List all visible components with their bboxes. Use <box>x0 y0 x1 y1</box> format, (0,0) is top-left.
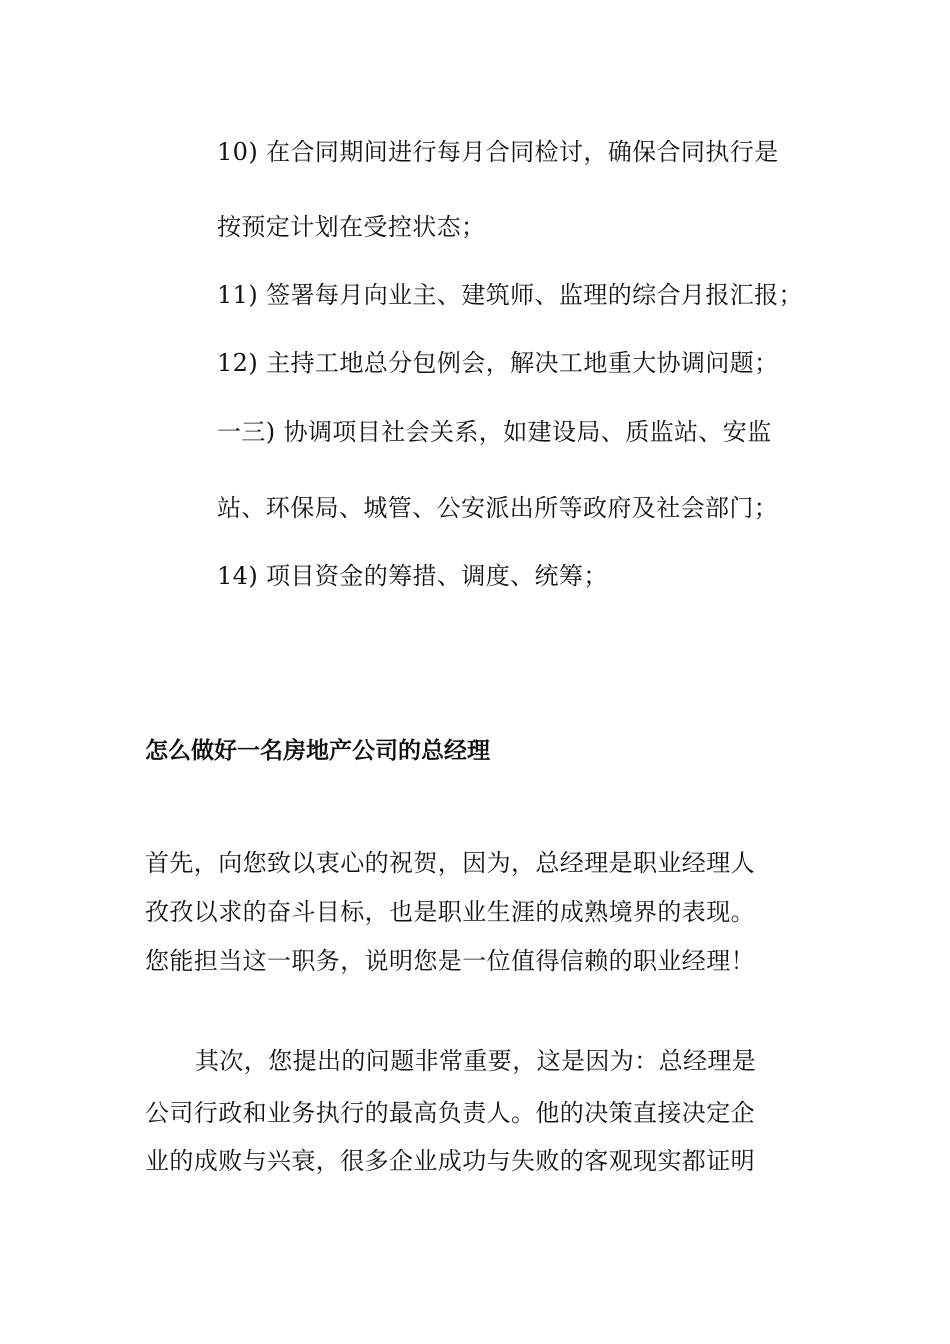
list-item-10: 10) 在合同期间进行每月合同检讨，确保合同执行是 <box>217 138 779 166</box>
list-item-13-continued: 站、环保局、城管、公安派出所等政府及社会部门； <box>217 494 779 522</box>
paragraph-line: 公司行政和业务执行的最高负责人。他的决策直接决定企 <box>145 1099 755 1127</box>
paragraph-line: 业的成败与兴衰，很多企业成功与失败的客观现实都证明 <box>145 1147 755 1175</box>
list-item-10-continued: 按预定计划在受控状态； <box>217 213 486 241</box>
paragraph-line: 孜孜以求的奋斗目标，也是职业生涯的成熟境界的表现。 <box>145 898 755 926</box>
paragraph-line: 其次，您提出的问题非常重要，这是因为：总经理是 <box>195 1047 757 1075</box>
paragraph-line: 您能担当这一职务，说明您是一位值得信赖的职业经理！ <box>145 947 755 975</box>
section-heading: 怎么做好一名房地产公司的总经理 <box>145 738 490 764</box>
list-item-12: 12) 主持工地总分包例会，解决工地重大协调问题； <box>217 349 779 377</box>
list-item-13: 一三) 协调项目社会关系，如建设局、质监站、安监 <box>217 418 772 446</box>
paragraph-line: 首先，向您致以衷心的祝贺，因为，总经理是职业经理人 <box>145 849 755 877</box>
list-item-14: 14) 项目资金的筹措、调度、统筹； <box>217 562 608 590</box>
list-item-11: 11) 签署每月向业主、建筑师、监理的综合月报汇报； <box>217 281 803 309</box>
